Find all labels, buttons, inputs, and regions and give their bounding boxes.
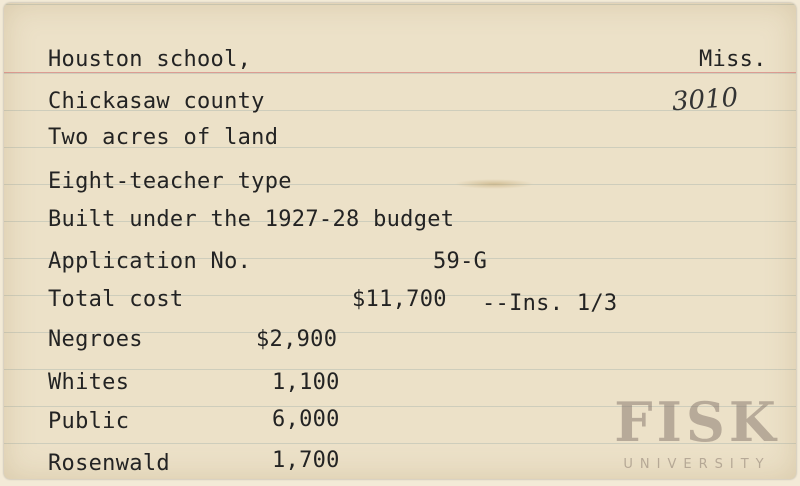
budget-line: Built under the 1927-28 budget <box>48 207 455 232</box>
index-card <box>4 3 796 479</box>
county: Chickasaw county <box>48 89 265 114</box>
application-number: 59-G <box>433 249 488 274</box>
funding-label: Negroes <box>48 327 143 352</box>
insurance-note: --Ins. 1/3 <box>482 291 618 316</box>
funding-amount: 1,100 <box>272 370 340 395</box>
watermark-word: FISK <box>614 390 780 454</box>
watermark-subtext: UNIVERSITY <box>623 457 771 472</box>
red-header-rule <box>4 72 796 73</box>
land-line: Two acres of land <box>48 125 279 150</box>
total-cost-value: $11,700 <box>352 287 447 312</box>
funding-label: Rosenwald <box>48 451 170 476</box>
funding-amount: 6,000 <box>272 407 340 432</box>
fisk-university-watermark <box>602 390 792 475</box>
application-label: Application No. <box>48 249 252 274</box>
total-cost-label: Total cost <box>48 287 184 312</box>
school-name: Houston school, <box>48 47 252 72</box>
handwritten-number: 3010 <box>671 82 740 118</box>
funding-label: Whites <box>48 370 130 395</box>
state-abbrev: Miss. <box>699 47 767 72</box>
funding-amount: 1,700 <box>272 448 340 473</box>
type-line: Eight-teacher type <box>48 169 292 194</box>
funding-amount: $2,900 <box>256 327 338 352</box>
funding-label: Public <box>48 409 130 434</box>
stain-mark <box>454 179 534 189</box>
